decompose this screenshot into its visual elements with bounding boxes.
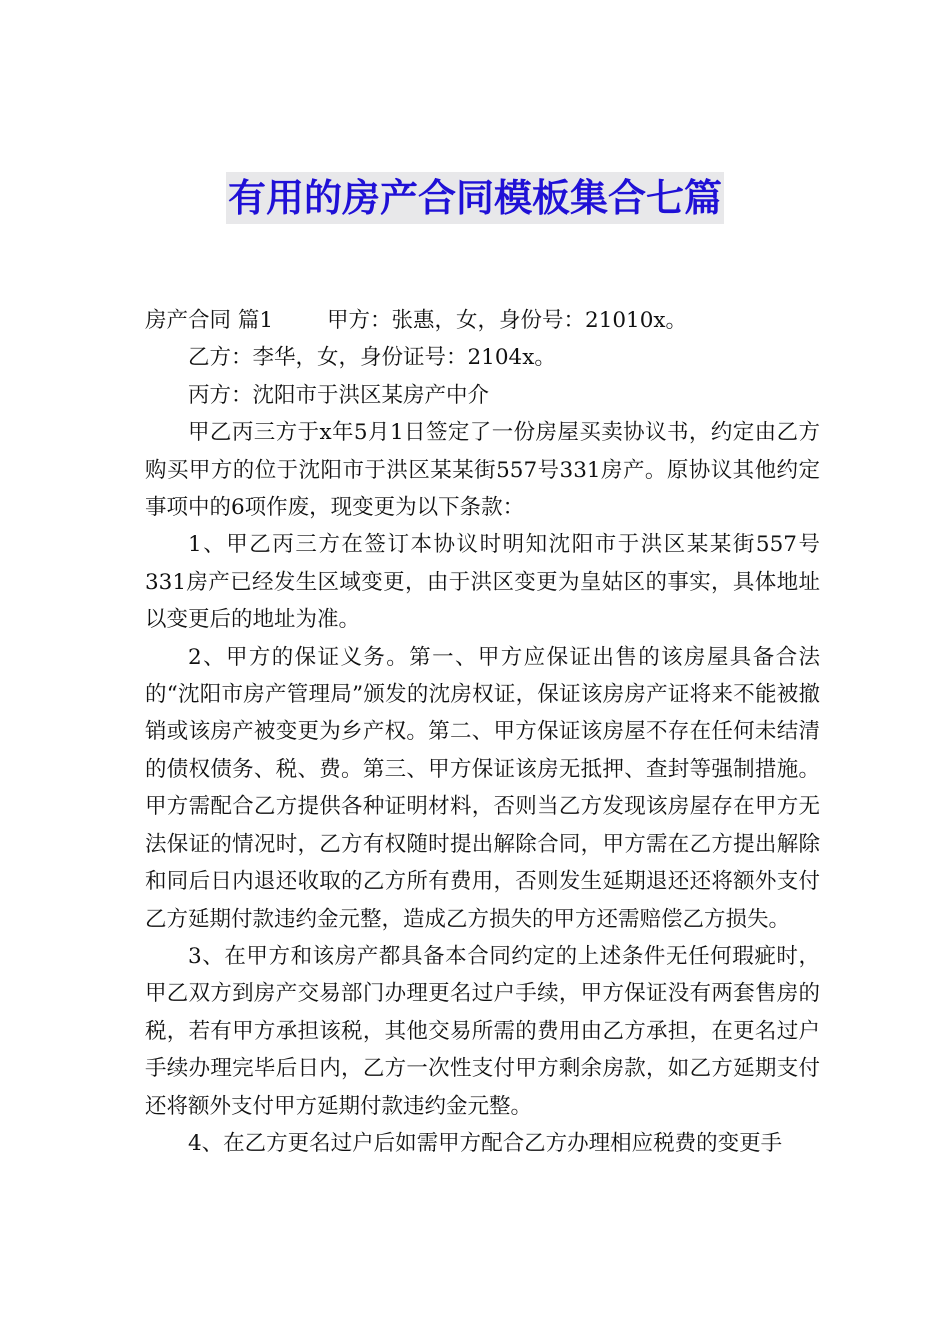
paragraph-party-c: 丙方：沈阳市于洪区某房产中介 (188, 382, 490, 408)
paragraph-intro: 甲乙丙三方于x年5月1日签定了一份房屋买卖协议书，约定由乙方购买甲方的位于沈阳市于洪区某某街557号331房产。原协议其他约定事项中的6项作废，现变更为以下条款： (145, 420, 820, 521)
paragraph-clause-3: 3、在甲方和该房产都具备本合同约定的上述条件无任何瑕疵时，甲乙双方到房产交易部门办理更名过户手续，甲方保证没有两套售房的税，若有甲方承担该税，其他交易所需的费用由乙方承担，在更名过户手续办理完毕后日内，乙方一次性支付甲方剩余房款，如乙方延期支付还将额外支付甲方延期付款违约金元整。 (145, 943, 820, 1119)
paragraph-clause-4: 4、在乙方更名过户后如需甲方配合乙方办理相应税费的变更手 (188, 1130, 783, 1156)
paragraph-clause-2: 2、甲方的保证义务。第一、甲方应保证出售的该房屋具备合法的“沈阳市房产管理局”颁发的沈房权证，保证该房房产证将来不能被撤销或该房产被变更为乡产权。第二、甲方保证该房屋不存在任何未结清的债权债务、税、费。第三、甲方保证该房无抵押、查封等强制措施。甲方需配合乙方提供各种证明材料，否则当乙方发现该房屋存在甲方无法保证的情况时，乙方有权随时提出解除合同，甲方需在乙方提出解除和同后日内退还收取的乙方所有费用，否则发生延期退还还将额外支付乙方延期付款违约金元整，造成乙方损失的甲方还需赔偿乙方损失。 (145, 644, 820, 932)
section-label: 房产合同 篇1 (145, 308, 274, 333)
party-a-text: 甲方：张惠，女，身份号：21010x。 (327, 308, 688, 333)
title-container (0, 172, 950, 224)
paragraph-party-b: 乙方：李华，女，身份证号：2104x。 (188, 345, 556, 371)
document-title: 有用的房产合同模板集合七篇 (226, 172, 724, 224)
paragraph-party-a (145, 302, 820, 339)
paragraph-clause-1: 1、甲乙丙三方在签订本协议时明知沈阳市于洪区某某街557号331房产已经发生区域变更，由于洪区变更为皇姑区的事实，具体地址以变更后的地址为准。 (145, 532, 820, 633)
document-body (145, 302, 820, 1162)
